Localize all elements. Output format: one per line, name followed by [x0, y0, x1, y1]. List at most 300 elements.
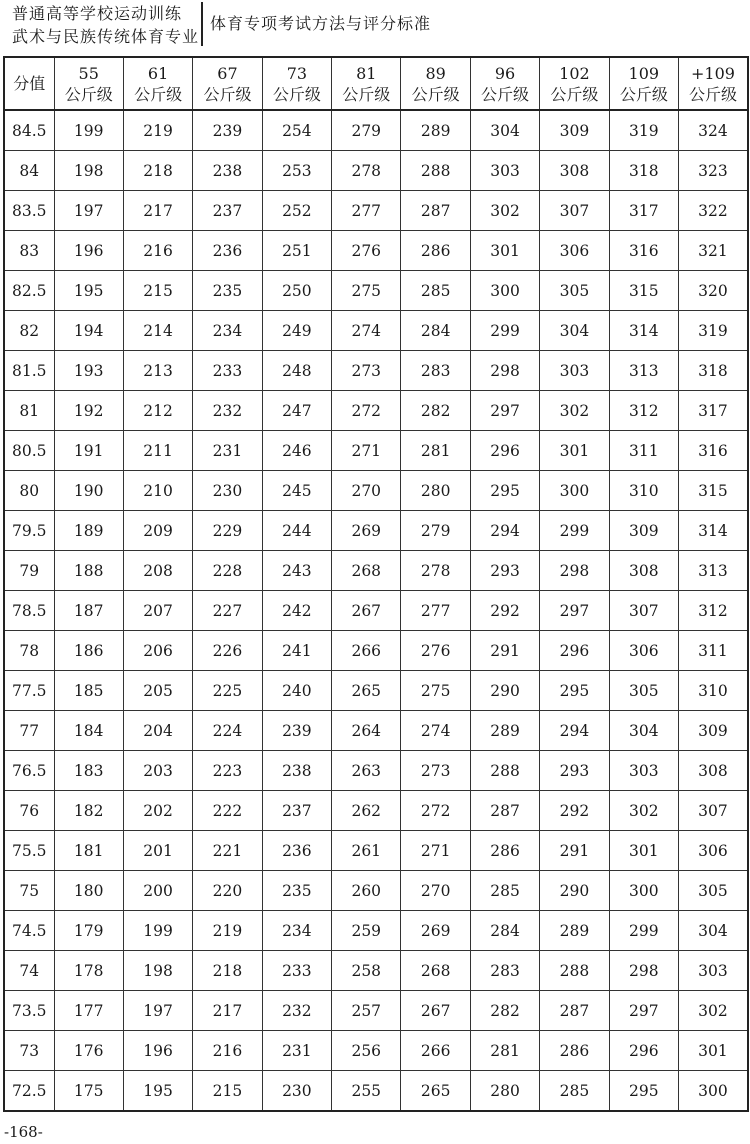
table-row — [4, 871, 748, 911]
value-cell: 292 — [470, 591, 539, 631]
value-cell: 301 — [609, 831, 678, 871]
value-cell: 303 — [609, 751, 678, 791]
weight-class-header — [123, 57, 192, 110]
value-cell: 215 — [193, 1071, 262, 1112]
value-cell: 255 — [332, 1071, 401, 1112]
value-cell: 244 — [262, 511, 331, 551]
value-cell: 279 — [401, 511, 470, 551]
value-cell: 221 — [193, 831, 262, 871]
table-row — [4, 431, 748, 471]
value-cell: 230 — [262, 1071, 331, 1112]
value-cell: 210 — [123, 471, 192, 511]
value-cell: 271 — [332, 431, 401, 471]
value-cell: 308 — [540, 151, 609, 191]
value-cell: 200 — [123, 871, 192, 911]
value-cell: 305 — [540, 271, 609, 311]
weight-unit: 公斤级 — [688, 84, 737, 104]
value-cell: 310 — [679, 671, 748, 711]
page-header — [0, 0, 750, 52]
value-cell: 271 — [401, 831, 470, 871]
table-row — [4, 831, 748, 871]
value-cell: 298 — [609, 951, 678, 991]
score-cell: 77.5 — [4, 671, 54, 711]
value-cell: 178 — [54, 951, 123, 991]
weight-class-header — [193, 57, 262, 110]
value-cell: 296 — [470, 431, 539, 471]
value-cell: 270 — [401, 871, 470, 911]
book-title — [12, 2, 202, 48]
value-cell: 185 — [54, 671, 123, 711]
value-cell: 229 — [193, 511, 262, 551]
table-row — [4, 471, 748, 511]
value-cell: 233 — [262, 951, 331, 991]
value-cell: 243 — [262, 551, 331, 591]
value-cell: 273 — [332, 351, 401, 391]
value-cell: 241 — [262, 631, 331, 671]
value-cell: 261 — [332, 831, 401, 871]
value-cell: 240 — [262, 671, 331, 711]
value-cell: 223 — [193, 751, 262, 791]
table-row — [4, 391, 748, 431]
value-cell: 206 — [123, 631, 192, 671]
value-cell: 275 — [332, 271, 401, 311]
value-cell: 300 — [679, 1071, 748, 1112]
value-cell: 205 — [123, 671, 192, 711]
table-row — [4, 1071, 748, 1112]
score-cell: 79 — [4, 551, 54, 591]
value-cell: 304 — [609, 711, 678, 751]
value-cell: 238 — [262, 751, 331, 791]
value-cell: 214 — [123, 311, 192, 351]
score-table-body — [4, 110, 748, 1111]
value-cell: 233 — [193, 351, 262, 391]
value-cell: 250 — [262, 271, 331, 311]
value-cell: 265 — [401, 1071, 470, 1112]
value-cell: 306 — [540, 231, 609, 271]
value-cell: 217 — [123, 191, 192, 231]
value-cell: 296 — [609, 1031, 678, 1071]
value-cell: 236 — [193, 231, 262, 271]
value-cell: 301 — [540, 431, 609, 471]
score-cell: 80 — [4, 471, 54, 511]
value-cell: 285 — [470, 871, 539, 911]
value-cell: 313 — [679, 551, 748, 591]
value-cell: 315 — [609, 271, 678, 311]
value-cell: 252 — [262, 191, 331, 231]
value-cell: 211 — [123, 431, 192, 471]
value-cell: 295 — [609, 1071, 678, 1112]
value-cell: 294 — [540, 711, 609, 751]
value-cell: 183 — [54, 751, 123, 791]
value-cell: 301 — [679, 1031, 748, 1071]
value-cell: 209 — [123, 511, 192, 551]
weight-unit: 公斤级 — [64, 84, 113, 104]
value-cell: 292 — [540, 791, 609, 831]
value-cell: 284 — [401, 311, 470, 351]
value-cell: 289 — [470, 711, 539, 751]
score-cell: 77 — [4, 711, 54, 751]
value-cell: 201 — [123, 831, 192, 871]
score-cell: 84 — [4, 151, 54, 191]
value-cell: 179 — [54, 911, 123, 951]
table-row — [4, 191, 748, 231]
value-cell: 235 — [193, 271, 262, 311]
value-cell: 285 — [540, 1071, 609, 1112]
weight-unit: 公斤级 — [134, 84, 183, 104]
table-row — [4, 551, 748, 591]
value-cell: 303 — [540, 351, 609, 391]
weight-value: 61 — [147, 63, 169, 83]
table-row — [4, 591, 748, 631]
value-cell: 299 — [540, 511, 609, 551]
value-cell: 287 — [540, 991, 609, 1031]
value-cell: 323 — [679, 151, 748, 191]
value-cell: 231 — [262, 1031, 331, 1071]
value-cell: 273 — [401, 751, 470, 791]
value-cell: 298 — [470, 351, 539, 391]
value-cell: 196 — [123, 1031, 192, 1071]
value-cell: 272 — [401, 791, 470, 831]
value-cell: 277 — [401, 591, 470, 631]
value-cell: 305 — [679, 871, 748, 911]
table-row — [4, 711, 748, 751]
value-cell: 239 — [262, 711, 331, 751]
value-cell: 280 — [401, 471, 470, 511]
value-cell: 199 — [123, 911, 192, 951]
value-cell: 197 — [54, 191, 123, 231]
weight-class-header — [679, 57, 748, 110]
value-cell: 317 — [609, 191, 678, 231]
weight-unit: 公斤级 — [619, 84, 668, 104]
value-cell: 274 — [332, 311, 401, 351]
weight-value: 81 — [356, 63, 377, 83]
value-cell: 311 — [609, 431, 678, 471]
value-cell: 212 — [123, 391, 192, 431]
value-cell: 318 — [679, 351, 748, 391]
value-cell: 246 — [262, 431, 331, 471]
weight-value: 89 — [425, 63, 446, 83]
value-cell: 289 — [540, 911, 609, 951]
score-cell: 80.5 — [4, 431, 54, 471]
value-cell: 234 — [262, 911, 331, 951]
value-cell: 316 — [679, 431, 748, 471]
value-cell: 302 — [470, 191, 539, 231]
value-cell: 294 — [470, 511, 539, 551]
score-cell: 73.5 — [4, 991, 54, 1031]
value-cell: 319 — [609, 110, 678, 151]
value-cell: 309 — [679, 711, 748, 751]
table-row — [4, 991, 748, 1031]
value-cell: 272 — [332, 391, 401, 431]
value-cell: 283 — [401, 351, 470, 391]
value-cell: 254 — [262, 110, 331, 151]
value-cell: 208 — [123, 551, 192, 591]
weight-class-header — [401, 57, 470, 110]
score-cell: 76 — [4, 791, 54, 831]
weight-class-header — [262, 57, 331, 110]
value-cell: 297 — [609, 991, 678, 1031]
value-cell: 190 — [54, 471, 123, 511]
value-cell: 235 — [262, 871, 331, 911]
value-cell: 315 — [679, 471, 748, 511]
value-cell: 291 — [540, 831, 609, 871]
header-divider — [201, 2, 203, 46]
value-cell: 306 — [679, 831, 748, 871]
value-cell: 226 — [193, 631, 262, 671]
value-cell: 302 — [609, 791, 678, 831]
value-cell: 191 — [54, 431, 123, 471]
value-cell: 232 — [262, 991, 331, 1031]
value-cell: 188 — [54, 551, 123, 591]
value-cell: 307 — [540, 191, 609, 231]
value-cell: 286 — [470, 831, 539, 871]
value-cell: 237 — [262, 791, 331, 831]
value-cell: 320 — [679, 271, 748, 311]
value-cell: 227 — [193, 591, 262, 631]
value-cell: 180 — [54, 871, 123, 911]
table-row — [4, 511, 748, 551]
value-cell: 299 — [609, 911, 678, 951]
value-cell: 218 — [193, 951, 262, 991]
value-cell: 207 — [123, 591, 192, 631]
score-cell: 75.5 — [4, 831, 54, 871]
value-cell: 176 — [54, 1031, 123, 1071]
value-cell: 265 — [332, 671, 401, 711]
value-cell: 300 — [540, 471, 609, 511]
value-cell: 267 — [332, 591, 401, 631]
value-cell: 198 — [123, 951, 192, 991]
value-cell: 276 — [332, 231, 401, 271]
value-cell: 218 — [123, 151, 192, 191]
value-cell: 291 — [470, 631, 539, 671]
value-cell: 215 — [123, 271, 192, 311]
table-row — [4, 351, 748, 391]
score-cell: 75 — [4, 871, 54, 911]
value-cell: 277 — [332, 191, 401, 231]
value-cell: 281 — [470, 1031, 539, 1071]
value-cell: 231 — [193, 431, 262, 471]
value-cell: 224 — [193, 711, 262, 751]
table-row — [4, 911, 748, 951]
value-cell: 311 — [679, 631, 748, 671]
value-cell: 177 — [54, 991, 123, 1031]
value-cell: 230 — [193, 471, 262, 511]
value-cell: 285 — [401, 271, 470, 311]
value-cell: 307 — [609, 591, 678, 631]
value-cell: 288 — [401, 151, 470, 191]
value-cell: 317 — [679, 391, 748, 431]
value-cell: 247 — [262, 391, 331, 431]
value-cell: 319 — [679, 311, 748, 351]
table-row — [4, 751, 748, 791]
value-cell: 322 — [679, 191, 748, 231]
value-cell: 263 — [332, 751, 401, 791]
score-cell: 83.5 — [4, 191, 54, 231]
value-cell: 324 — [679, 110, 748, 151]
weight-unit: 公斤级 — [203, 84, 252, 104]
weight-unit: 公斤级 — [342, 84, 391, 104]
value-cell: 184 — [54, 711, 123, 751]
value-cell: 266 — [332, 631, 401, 671]
table-row — [4, 231, 748, 271]
value-cell: 286 — [401, 231, 470, 271]
value-cell: 232 — [193, 391, 262, 431]
weight-value: +109 — [690, 63, 735, 83]
value-cell: 287 — [401, 191, 470, 231]
score-cell: 74 — [4, 951, 54, 991]
value-cell: 195 — [54, 271, 123, 311]
value-cell: 181 — [54, 831, 123, 871]
value-cell: 309 — [540, 110, 609, 151]
score-cell: 82 — [4, 311, 54, 351]
value-cell: 275 — [401, 671, 470, 711]
value-cell: 302 — [679, 991, 748, 1031]
value-cell: 259 — [332, 911, 401, 951]
book-title-line2: 武术与民族传统体育专业 — [12, 27, 200, 46]
score-cell: 79.5 — [4, 511, 54, 551]
weight-value: 109 — [628, 63, 660, 83]
weight-unit: 公斤级 — [411, 84, 460, 104]
value-cell: 222 — [193, 791, 262, 831]
value-cell: 274 — [401, 711, 470, 751]
value-cell: 195 — [123, 1071, 192, 1112]
weight-class-header — [540, 57, 609, 110]
value-cell: 249 — [262, 311, 331, 351]
section-title: 体育专项考试方法与评分标准 — [210, 14, 432, 33]
value-cell: 308 — [609, 551, 678, 591]
value-cell: 295 — [470, 471, 539, 511]
value-cell: 219 — [193, 911, 262, 951]
value-cell: 236 — [262, 831, 331, 871]
value-cell: 288 — [470, 751, 539, 791]
weight-class-header — [54, 57, 123, 110]
score-cell: 72.5 — [4, 1071, 54, 1112]
weight-value: 67 — [217, 63, 238, 83]
value-cell: 262 — [332, 791, 401, 831]
value-cell: 287 — [470, 791, 539, 831]
value-cell: 312 — [679, 591, 748, 631]
value-cell: 304 — [540, 311, 609, 351]
value-cell: 295 — [540, 671, 609, 711]
value-cell: 301 — [470, 231, 539, 271]
value-cell: 234 — [193, 311, 262, 351]
value-cell: 242 — [262, 591, 331, 631]
value-cell: 296 — [540, 631, 609, 671]
score-cell: 81.5 — [4, 351, 54, 391]
value-cell: 216 — [193, 1031, 262, 1071]
value-cell: 307 — [679, 791, 748, 831]
value-cell: 297 — [540, 591, 609, 631]
value-cell: 283 — [470, 951, 539, 991]
value-cell: 203 — [123, 751, 192, 791]
value-cell: 256 — [332, 1031, 401, 1071]
value-cell: 302 — [540, 391, 609, 431]
value-cell: 213 — [123, 351, 192, 391]
value-cell: 264 — [332, 711, 401, 751]
table-row — [4, 1031, 748, 1071]
value-cell: 225 — [193, 671, 262, 711]
value-cell: 269 — [332, 511, 401, 551]
table-header-row — [4, 57, 748, 110]
value-cell: 309 — [609, 511, 678, 551]
value-cell: 239 — [193, 110, 262, 151]
value-cell: 237 — [193, 191, 262, 231]
page-number: -168- — [4, 1123, 43, 1141]
value-cell: 248 — [262, 351, 331, 391]
weight-unit: 公斤级 — [550, 84, 599, 104]
value-cell: 202 — [123, 791, 192, 831]
value-cell: 282 — [470, 991, 539, 1031]
value-cell: 290 — [470, 671, 539, 711]
value-cell: 270 — [332, 471, 401, 511]
table-row — [4, 671, 748, 711]
value-cell: 197 — [123, 991, 192, 1031]
value-cell: 314 — [679, 511, 748, 551]
weight-class-header — [470, 57, 539, 110]
value-cell: 313 — [609, 351, 678, 391]
value-cell: 217 — [193, 991, 262, 1031]
weight-value: 102 — [559, 63, 590, 83]
value-cell: 175 — [54, 1071, 123, 1112]
value-cell: 228 — [193, 551, 262, 591]
score-cell: 82.5 — [4, 271, 54, 311]
value-cell: 269 — [401, 911, 470, 951]
weight-unit: 公斤级 — [272, 84, 321, 104]
weight-value: 73 — [286, 63, 308, 83]
value-cell: 258 — [332, 951, 401, 991]
value-cell: 238 — [193, 151, 262, 191]
table-row — [4, 311, 748, 351]
value-cell: 293 — [470, 551, 539, 591]
value-cell: 289 — [401, 110, 470, 151]
value-cell: 318 — [609, 151, 678, 191]
table-row — [4, 110, 748, 151]
weight-unit: 公斤级 — [481, 84, 530, 104]
score-cell: 78.5 — [4, 591, 54, 631]
value-cell: 282 — [401, 391, 470, 431]
value-cell: 284 — [470, 911, 539, 951]
value-cell: 303 — [679, 951, 748, 991]
value-cell: 216 — [123, 231, 192, 271]
value-cell: 314 — [609, 311, 678, 351]
score-cell: 84.5 — [4, 110, 54, 151]
score-table — [3, 56, 749, 1112]
value-cell: 312 — [609, 391, 678, 431]
value-cell: 199 — [54, 110, 123, 151]
value-cell: 276 — [401, 631, 470, 671]
value-cell: 281 — [401, 431, 470, 471]
value-cell: 278 — [401, 551, 470, 591]
value-cell: 286 — [540, 1031, 609, 1071]
value-cell: 257 — [332, 991, 401, 1031]
value-cell: 204 — [123, 711, 192, 751]
value-cell: 187 — [54, 591, 123, 631]
value-cell: 260 — [332, 871, 401, 911]
value-cell: 268 — [332, 551, 401, 591]
score-cell: 74.5 — [4, 911, 54, 951]
value-cell: 290 — [540, 871, 609, 911]
weight-value: 55 — [78, 63, 99, 83]
table-row — [4, 271, 748, 311]
value-cell: 278 — [332, 151, 401, 191]
score-cell: 73 — [4, 1031, 54, 1071]
value-cell: 219 — [123, 110, 192, 151]
value-cell: 268 — [401, 951, 470, 991]
weight-value: 96 — [494, 63, 516, 83]
weight-class-header — [609, 57, 678, 110]
table-row — [4, 951, 748, 991]
value-cell: 245 — [262, 471, 331, 511]
